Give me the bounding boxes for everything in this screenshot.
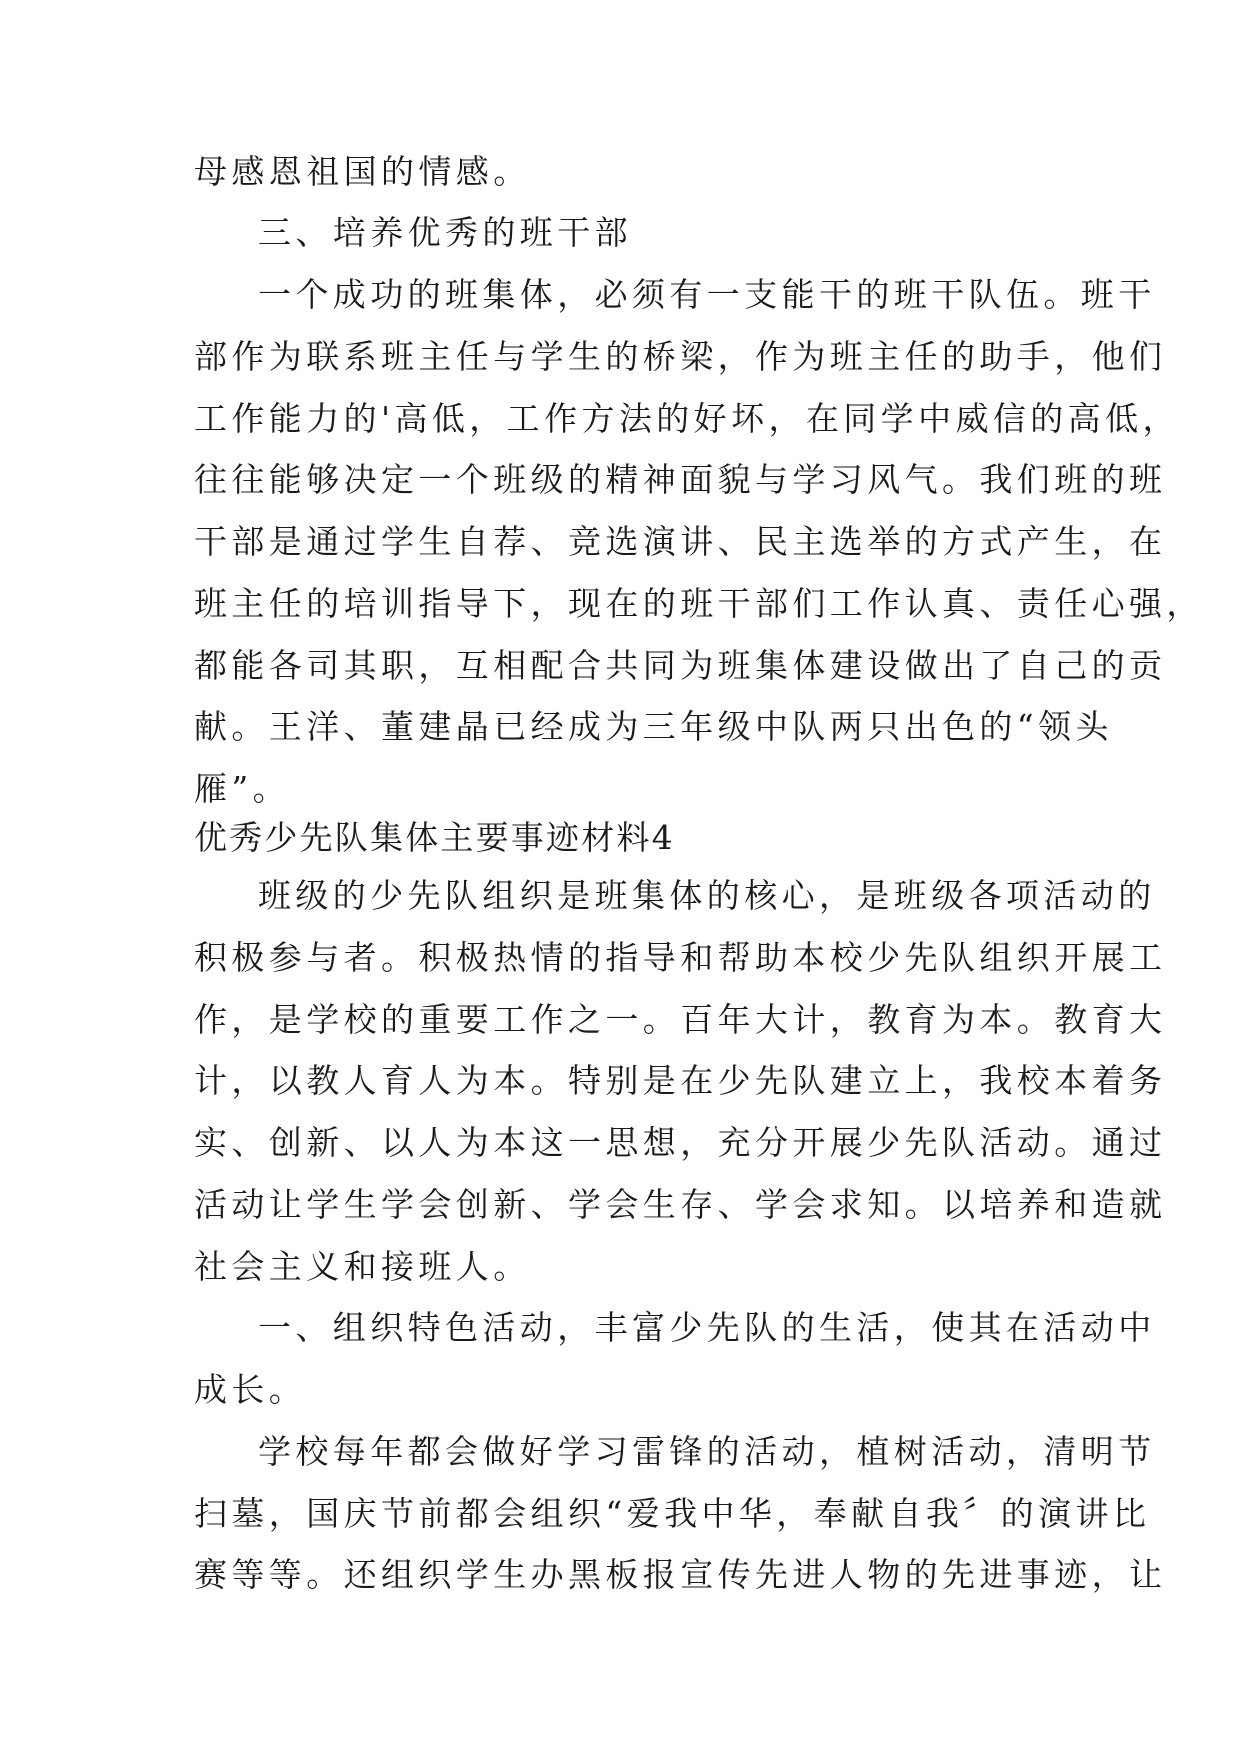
article-title: 优秀少先队集体主要事迹材料4: [194, 818, 675, 857]
paragraph-line: 学校每年都会做好学习雷锋的活动，植树活动，清明节: [258, 1432, 1156, 1471]
paragraph-line: 工作能力的'高低，工作方法的好坏，在同学中威信的高低，: [194, 399, 1180, 438]
paragraph-line: 积极参与者。积极热情的指导和帮助本校少先队组织开展工: [194, 938, 1167, 977]
section-heading: 一、组织特色活动，丰富少先队的生活，使其在活动中: [258, 1308, 1156, 1347]
paragraph-line: 往往能够决定一个班级的精神面貌与学习风气。我们班的班: [194, 460, 1167, 499]
paragraph-line: 社会主义和接班人。: [194, 1247, 531, 1286]
paragraph-line: 一个成功的班集体，必须有一支能干的班干队伍。班干: [258, 275, 1156, 314]
paragraph-line: 扫墓，国庆节前都会组织“爱我中华，奉献自我〞的演讲比: [194, 1494, 1151, 1533]
section-heading: 三、培养优秀的班干部: [258, 213, 632, 252]
paragraph-line: 赛等等。还组织学生办黑板报宣传先进人物的先进事迹，让: [194, 1555, 1167, 1594]
paragraph-line: 班主任的培训指导下，现在的班干部们工作认真、责任心强，: [194, 584, 1204, 623]
paragraph-line: 实、创新、以人为本这一思想，充分开展少先队活动。通过: [194, 1123, 1167, 1162]
paragraph-line: 雁”。: [194, 769, 291, 808]
paragraph-line: 母感恩祖国的情感。: [194, 152, 531, 191]
paragraph-line: 都能各司其职，互相配合共同为班集体建设做出了自己的贡: [194, 646, 1167, 685]
paragraph-line: 班级的少先队组织是班集体的核心，是班级各项活动的: [258, 876, 1156, 915]
paragraph-line: 活动让学生学会创新、学会生存、学会求知。以培养和造就: [194, 1185, 1167, 1224]
paragraph-line: 干部是通过学生自荐、竞选演讲、民主选举的方式产生，在: [194, 522, 1167, 561]
paragraph-line: 献。王洋、董建晶已经成为三年级中队两只出色的“领头: [194, 707, 1113, 746]
paragraph-line: 作，是学校的重要工作之一。百年大计，教育为本。教育大: [194, 1000, 1167, 1039]
paragraph-line: 部作为联系班主任与学生的桥梁，作为班主任的助手，他们: [194, 337, 1167, 376]
paragraph-line: 计，以教人育人为本。特别是在少先队建立上，我校本着务: [194, 1061, 1167, 1100]
paragraph-line: 成长。: [194, 1370, 307, 1409]
